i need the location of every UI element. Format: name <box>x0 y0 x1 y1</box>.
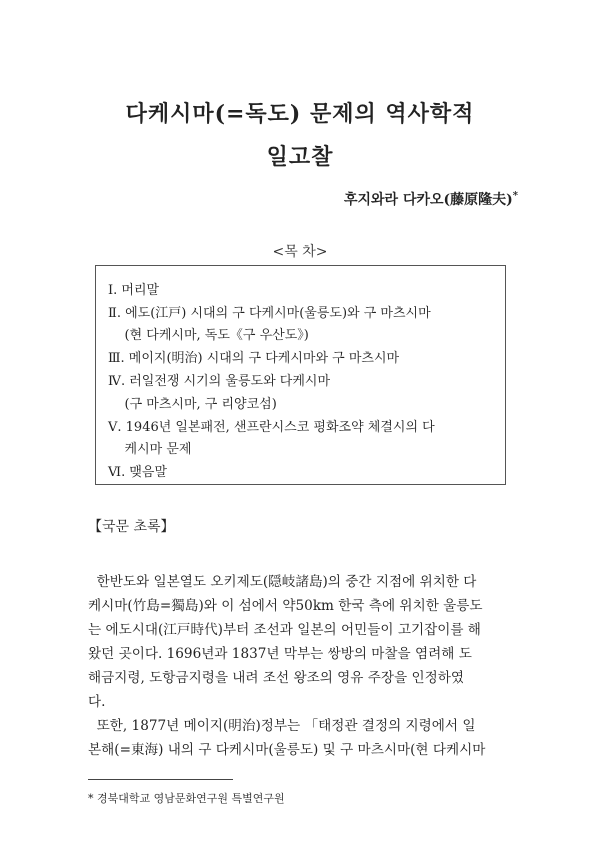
toc-item: (현 다케시마, 독도《구 우산도》) <box>108 328 309 343</box>
toc-item: Ⅵ. 맺음말 <box>108 465 168 480</box>
toc-heading: <목 차> <box>272 244 328 260</box>
abstract-line: 해금지령, 도항금지령을 내려 조선 왕조의 영유 주장을 인정하였 <box>88 670 464 686</box>
abstract-line: 케시마(竹島=獨島)와 이 섬에서 약50km 한국 측에 위치한 울릉도 <box>88 598 483 614</box>
paper-title-line-2: 일고찰 <box>266 144 334 170</box>
toc-item: Ⅰ. 머리말 <box>108 283 160 298</box>
toc-item: Ⅲ. 메이지(明治) 시대의 구 다케시마와 구 마츠시마 <box>108 351 400 366</box>
abstract-line: 한반도와 일본열도 오키제도(隠岐諸島)의 중간 지점에 위치한 다 <box>88 574 477 590</box>
abstract-line: 는 에도시대(江戸時代)부터 조선과 일본의 어민들이 고기잡이를 해 <box>88 622 481 638</box>
toc-item: 케시마 문제 <box>108 442 192 457</box>
footnote: * 경북대학교 영남문화연구원 특별연구원 <box>88 792 285 805</box>
paper-title-line-1: 다케시마(=독도) 문제의 역사학적 <box>125 101 475 127</box>
footnote-divider <box>88 779 233 780</box>
author-footnote-mark: * <box>512 190 518 202</box>
toc-box <box>95 265 506 485</box>
author-name: 후지와라 다카오(藤原隆夫) <box>343 192 513 208</box>
author-line <box>344 189 518 209</box>
toc-item: Ⅴ. 1946년 일본패전, 샌프란시스코 평화조약 체결시의 다 <box>108 420 435 435</box>
toc-item: (구 마츠시마, 구 리양코섬) <box>108 397 277 412</box>
abstract-line: 또한, 1877년 메이지(明治)정부는 「태정관 결정의 지령에서 일 <box>88 718 476 734</box>
abstract-line: 본해(=東海) 내의 구 다케시마(울릉도) 및 구 마츠시마(현 다케시마 <box>88 742 486 758</box>
toc-item: Ⅱ. 에도(江戸) 시대의 구 다케시마(울릉도)와 구 마츠시마 <box>108 306 431 321</box>
abstract-heading: 【국문 초록】 <box>88 519 175 535</box>
toc-item: Ⅳ. 러일전쟁 시기의 울릉도와 다케시마 <box>108 374 331 389</box>
abstract-line: 다. <box>88 694 106 710</box>
abstract-line: 왔던 곳이다. 1696년과 1837년 막부는 쌍방의 마찰을 염려해 도 <box>88 646 472 662</box>
